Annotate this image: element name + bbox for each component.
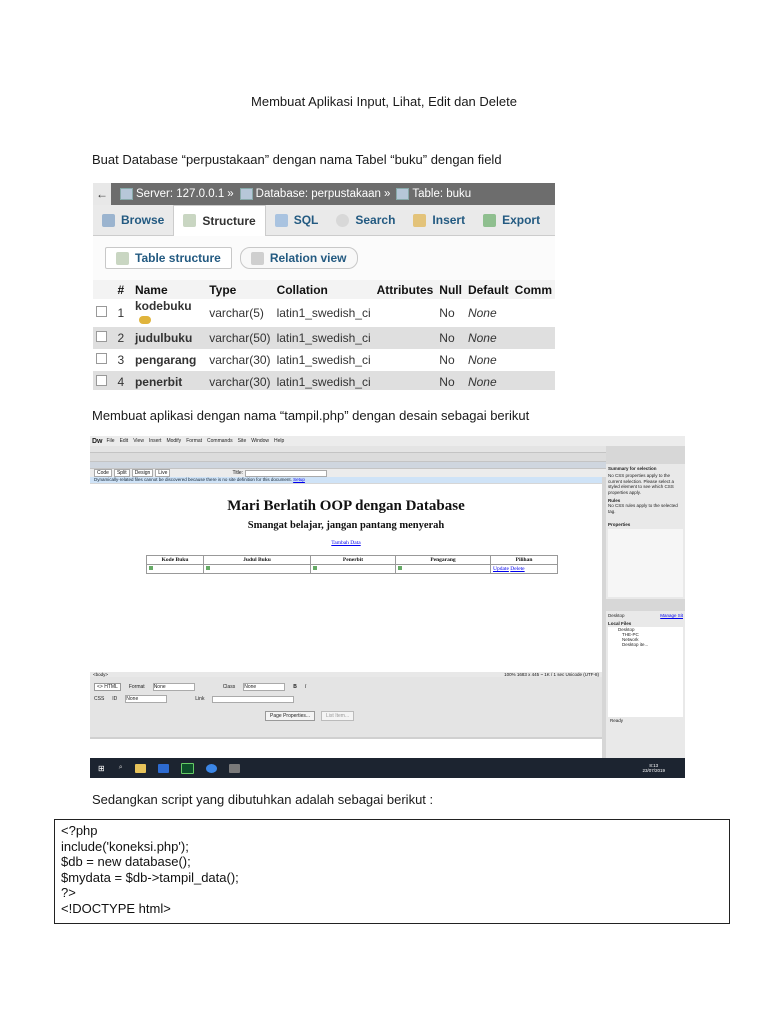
rules-title: Rules bbox=[608, 498, 621, 503]
php-code-marker bbox=[147, 565, 204, 574]
row-number: 3 bbox=[115, 349, 132, 371]
dreamweaver-taskbar-icon[interactable] bbox=[181, 763, 194, 774]
local-files-header: Local Files bbox=[608, 621, 632, 626]
live-view-button[interactable]: Live bbox=[155, 469, 170, 477]
tree-item[interactable]: THE-PC bbox=[622, 632, 639, 637]
properties-panel bbox=[90, 677, 602, 737]
row-collation: latin1_swedish_ci bbox=[274, 299, 374, 327]
paragraph-app-design: Membuat aplikasi dengan nama “tampil.php” dengan desain sebagai berikut bbox=[92, 408, 530, 423]
table-row bbox=[93, 299, 555, 327]
tab-label: SQL bbox=[293, 213, 319, 227]
tab-label: Insert bbox=[432, 213, 466, 227]
row-comments bbox=[512, 327, 555, 349]
structure-icon bbox=[183, 214, 196, 227]
tab-label: Browse bbox=[121, 213, 165, 227]
file-tree bbox=[608, 627, 683, 717]
breadcrumb-separator: » bbox=[383, 188, 391, 200]
row-checkbox[interactable] bbox=[93, 349, 115, 371]
code-box bbox=[54, 819, 730, 924]
panel-tabs bbox=[606, 446, 685, 464]
notice-setup-link[interactable]: Setup bbox=[293, 477, 305, 482]
subtab-label: Relation view bbox=[269, 251, 347, 265]
row-name: penerbit bbox=[132, 371, 206, 390]
preview-heading: Mari Berlatih OOP dengan Database bbox=[227, 498, 465, 514]
row-checkbox[interactable] bbox=[93, 327, 115, 349]
summary-title: Summary for selection bbox=[608, 466, 657, 471]
table-row bbox=[93, 327, 555, 349]
title-label: Title: bbox=[232, 470, 244, 476]
code-line: <?php bbox=[61, 823, 98, 838]
code-line: $db = new database(); bbox=[61, 854, 191, 870]
search-icon[interactable]: ⌕ bbox=[118, 764, 123, 771]
start-icon[interactable]: ⊞ bbox=[98, 763, 105, 773]
preview-table bbox=[146, 555, 558, 574]
tab-export[interactable] bbox=[474, 205, 549, 235]
breadcrumb-table[interactable]: Table: buku bbox=[412, 188, 472, 200]
table-header-row bbox=[93, 280, 555, 299]
server-icon bbox=[120, 188, 133, 200]
notice-bar bbox=[90, 477, 602, 483]
row-attributes bbox=[374, 327, 437, 349]
windows-taskbar bbox=[90, 758, 685, 778]
tab-label: Export bbox=[502, 213, 541, 227]
files-toolbar bbox=[606, 611, 685, 620]
preview-table-row bbox=[147, 565, 558, 574]
id-select[interactable]: None bbox=[125, 695, 167, 703]
header-null: Null bbox=[436, 280, 465, 299]
row-name: pengarang bbox=[132, 349, 206, 371]
breadcrumb-database[interactable]: Database: perpustakaan bbox=[255, 188, 381, 200]
code-view-button[interactable]: Code bbox=[94, 469, 112, 477]
row-name: judulbuku bbox=[132, 327, 206, 349]
page-title: Membuat Aplikasi Input, Lihat, Edit dan Delete bbox=[251, 94, 517, 109]
page-properties-button[interactable]: Page Properties... bbox=[265, 711, 315, 721]
clock-time: 8:13 bbox=[649, 763, 659, 768]
tree-item[interactable]: Desktop ite... bbox=[622, 642, 649, 647]
row-collation: latin1_swedish_ci bbox=[274, 327, 374, 349]
tag-selector[interactable]: <body> bbox=[93, 672, 109, 677]
view-toolbar bbox=[90, 469, 606, 477]
menu-bar bbox=[90, 436, 685, 446]
menu-insert[interactable]: Insert bbox=[148, 438, 162, 444]
primary-key-icon bbox=[139, 316, 151, 324]
php-code-marker bbox=[311, 565, 396, 574]
row-attributes bbox=[374, 371, 437, 390]
format-label: Format bbox=[128, 684, 145, 690]
paragraph-database: Buat Database “perpustakaan” dengan nama Tabel “buku” dengan field bbox=[92, 152, 502, 167]
header-default: Default bbox=[465, 280, 512, 299]
table-row bbox=[93, 371, 555, 390]
properties-row-1 bbox=[90, 677, 602, 691]
app-icon[interactable] bbox=[229, 764, 240, 773]
subtab-relation-view[interactable] bbox=[240, 247, 358, 269]
link-label: Link bbox=[195, 696, 205, 702]
workspace-switcher bbox=[606, 436, 685, 446]
insert-icon bbox=[413, 214, 426, 227]
table-row bbox=[93, 349, 555, 371]
menu-format[interactable]: Format bbox=[186, 438, 203, 444]
breadcrumb bbox=[93, 183, 555, 205]
tab-label: Search bbox=[355, 213, 396, 227]
document-tabs bbox=[90, 462, 685, 469]
paragraph-script: Sedangkan script yang dibutuhkan adalah sebagai berikut : bbox=[92, 792, 434, 807]
class-select[interactable]: None bbox=[243, 683, 285, 691]
col-judul-buku: Judul Buku bbox=[204, 556, 311, 565]
site-select[interactable]: Desktop bbox=[608, 613, 625, 618]
back-arrow-icon[interactable]: ← bbox=[93, 183, 111, 205]
row-default: None bbox=[465, 327, 512, 349]
col-penerbit: Penerbit bbox=[311, 556, 396, 565]
menu-modify[interactable]: Modify bbox=[166, 438, 182, 444]
html-mode-button[interactable]: <> HTML bbox=[94, 683, 121, 691]
header-name: Name bbox=[132, 280, 206, 299]
notice-text: Dynamically-related files cannot be discovered because there is no site definition for this document. bbox=[94, 477, 292, 482]
insert-bar bbox=[90, 446, 685, 453]
row-type: varchar(50) bbox=[206, 327, 273, 349]
dreamweaver-logo: Dw bbox=[92, 437, 103, 445]
col-pengarang: Pengarang bbox=[396, 556, 491, 565]
format-select[interactable]: None bbox=[153, 683, 195, 691]
tab-search[interactable] bbox=[327, 205, 404, 235]
tree-item[interactable]: Desktop bbox=[618, 627, 635, 632]
menu-site[interactable]: Site bbox=[237, 438, 247, 444]
row-type: varchar(30) bbox=[206, 349, 273, 371]
ready-status: Ready bbox=[610, 718, 624, 723]
menu-view[interactable]: View bbox=[133, 438, 144, 444]
status-info: 100% 1683 x 445 ~ 1K / 1 sec Unicode (UTF-8) bbox=[504, 672, 599, 677]
delete-link[interactable]: Delete bbox=[510, 566, 525, 572]
menu-help[interactable]: Help bbox=[274, 438, 285, 444]
row-null: No bbox=[436, 371, 465, 390]
menu-commands[interactable]: Commands bbox=[207, 438, 233, 444]
browser-icon[interactable] bbox=[206, 764, 217, 773]
row-comments bbox=[512, 299, 555, 327]
file-explorer-icon[interactable] bbox=[135, 764, 146, 773]
row-comments bbox=[512, 349, 555, 371]
taskbar-clock bbox=[642, 763, 665, 773]
add-data-link[interactable]: Tambah Data bbox=[331, 540, 361, 546]
italic-button[interactable]: I bbox=[304, 684, 307, 690]
php-code-marker bbox=[204, 565, 311, 574]
table-icon bbox=[396, 188, 409, 200]
manage-sites-link[interactable]: Manage Sit bbox=[660, 613, 683, 618]
row-null: No bbox=[436, 299, 465, 327]
actions-cell bbox=[491, 565, 558, 574]
update-link[interactable]: Update bbox=[493, 566, 509, 572]
relation-icon bbox=[251, 252, 264, 265]
tab-sql[interactable] bbox=[266, 205, 328, 235]
sql-icon bbox=[275, 214, 288, 227]
row-number: 2 bbox=[115, 327, 132, 349]
row-number: 1 bbox=[115, 299, 132, 327]
code-line: ?> bbox=[61, 885, 76, 901]
sub-tabs bbox=[93, 236, 555, 280]
row-collation: latin1_swedish_ci bbox=[274, 371, 374, 390]
css-mode-button[interactable]: CSS bbox=[94, 696, 105, 702]
row-attributes bbox=[374, 349, 437, 371]
col-pilihan: Pilihan bbox=[491, 556, 558, 565]
vscode-icon[interactable] bbox=[158, 764, 169, 773]
properties-row-3 bbox=[90, 703, 602, 721]
link-input[interactable] bbox=[212, 696, 294, 703]
header-checkbox bbox=[93, 280, 115, 299]
export-icon bbox=[483, 214, 496, 227]
search-icon bbox=[336, 214, 349, 227]
header-comments: Comm bbox=[512, 280, 555, 299]
row-comments bbox=[512, 371, 555, 390]
database-icon bbox=[240, 188, 253, 200]
properties-list bbox=[608, 529, 683, 597]
files-tabs bbox=[606, 599, 685, 611]
row-type: varchar(30) bbox=[206, 371, 273, 390]
title-input[interactable] bbox=[245, 470, 327, 477]
code-line: include('koneksi.php'); bbox=[61, 838, 189, 854]
row-attributes bbox=[374, 299, 437, 327]
clock-date: 23/07/2019 bbox=[642, 768, 665, 773]
rules-text: No CSS rules apply to the selected tag. bbox=[608, 503, 678, 514]
preview-subheading: Smangat belajar, jangan pantang menyerah bbox=[247, 520, 445, 531]
properties-row-2 bbox=[90, 691, 602, 703]
tab-insert[interactable] bbox=[404, 205, 474, 235]
properties-title: Properties bbox=[608, 522, 631, 527]
row-name: kodebuku bbox=[132, 299, 206, 327]
menu-file[interactable]: File bbox=[106, 438, 115, 444]
design-view bbox=[90, 484, 602, 672]
tab-browse[interactable] bbox=[93, 205, 173, 235]
toolbar bbox=[90, 453, 685, 462]
structure-icon bbox=[116, 252, 129, 265]
phpmyadmin-screenshot bbox=[93, 183, 555, 390]
code-line: $mydata = $db->tampil_data(); bbox=[61, 869, 239, 885]
breadcrumb-separator: » bbox=[227, 188, 234, 200]
subtab-label: Table structure bbox=[135, 251, 221, 265]
tree-item[interactable]: Network bbox=[622, 637, 639, 642]
split-view-button[interactable]: Split bbox=[114, 469, 130, 477]
main-tabs bbox=[93, 205, 555, 236]
row-checkbox[interactable] bbox=[93, 299, 115, 327]
browse-icon bbox=[102, 214, 115, 227]
id-label: ID bbox=[112, 696, 118, 702]
header-collation: Collation bbox=[274, 280, 374, 299]
list-item-button[interactable]: List Item... bbox=[321, 711, 354, 721]
design-view-button[interactable]: Design bbox=[132, 469, 154, 477]
header-number: # bbox=[115, 280, 132, 299]
row-null: No bbox=[436, 327, 465, 349]
bold-button[interactable]: B bbox=[293, 684, 297, 690]
col-kode-buku: Kode Buku bbox=[147, 556, 204, 565]
row-null: No bbox=[436, 349, 465, 371]
row-checkbox[interactable] bbox=[93, 371, 115, 390]
menu-window[interactable]: Window bbox=[251, 438, 270, 444]
header-attributes: Attributes bbox=[374, 280, 437, 299]
dreamweaver-screenshot bbox=[90, 436, 685, 778]
tab-structure[interactable] bbox=[173, 205, 265, 236]
subtab-table-structure[interactable] bbox=[105, 247, 232, 269]
menu-edit[interactable]: Edit bbox=[119, 438, 129, 444]
tab-label: Structure bbox=[202, 213, 256, 228]
row-type: varchar(5) bbox=[206, 299, 273, 327]
row-number: 4 bbox=[115, 371, 132, 390]
header-type: Type bbox=[206, 280, 273, 299]
code-line: <!DOCTYPE html> bbox=[61, 900, 171, 916]
row-default: None bbox=[465, 371, 512, 390]
row-collation: latin1_swedish_ci bbox=[274, 349, 374, 371]
right-panels bbox=[606, 436, 685, 766]
php-code-marker bbox=[396, 565, 491, 574]
structure-table bbox=[93, 280, 555, 390]
class-label: Class bbox=[222, 684, 236, 690]
summary-text: No CSS properties apply to the current selection. Please select a styled element to see which CSS properties apply. bbox=[608, 473, 675, 495]
preview-table-header bbox=[147, 556, 558, 565]
row-default: None bbox=[465, 349, 512, 371]
breadcrumb-server[interactable]: Server: 127.0.0.1 bbox=[136, 188, 225, 200]
row-default: None bbox=[465, 299, 512, 327]
